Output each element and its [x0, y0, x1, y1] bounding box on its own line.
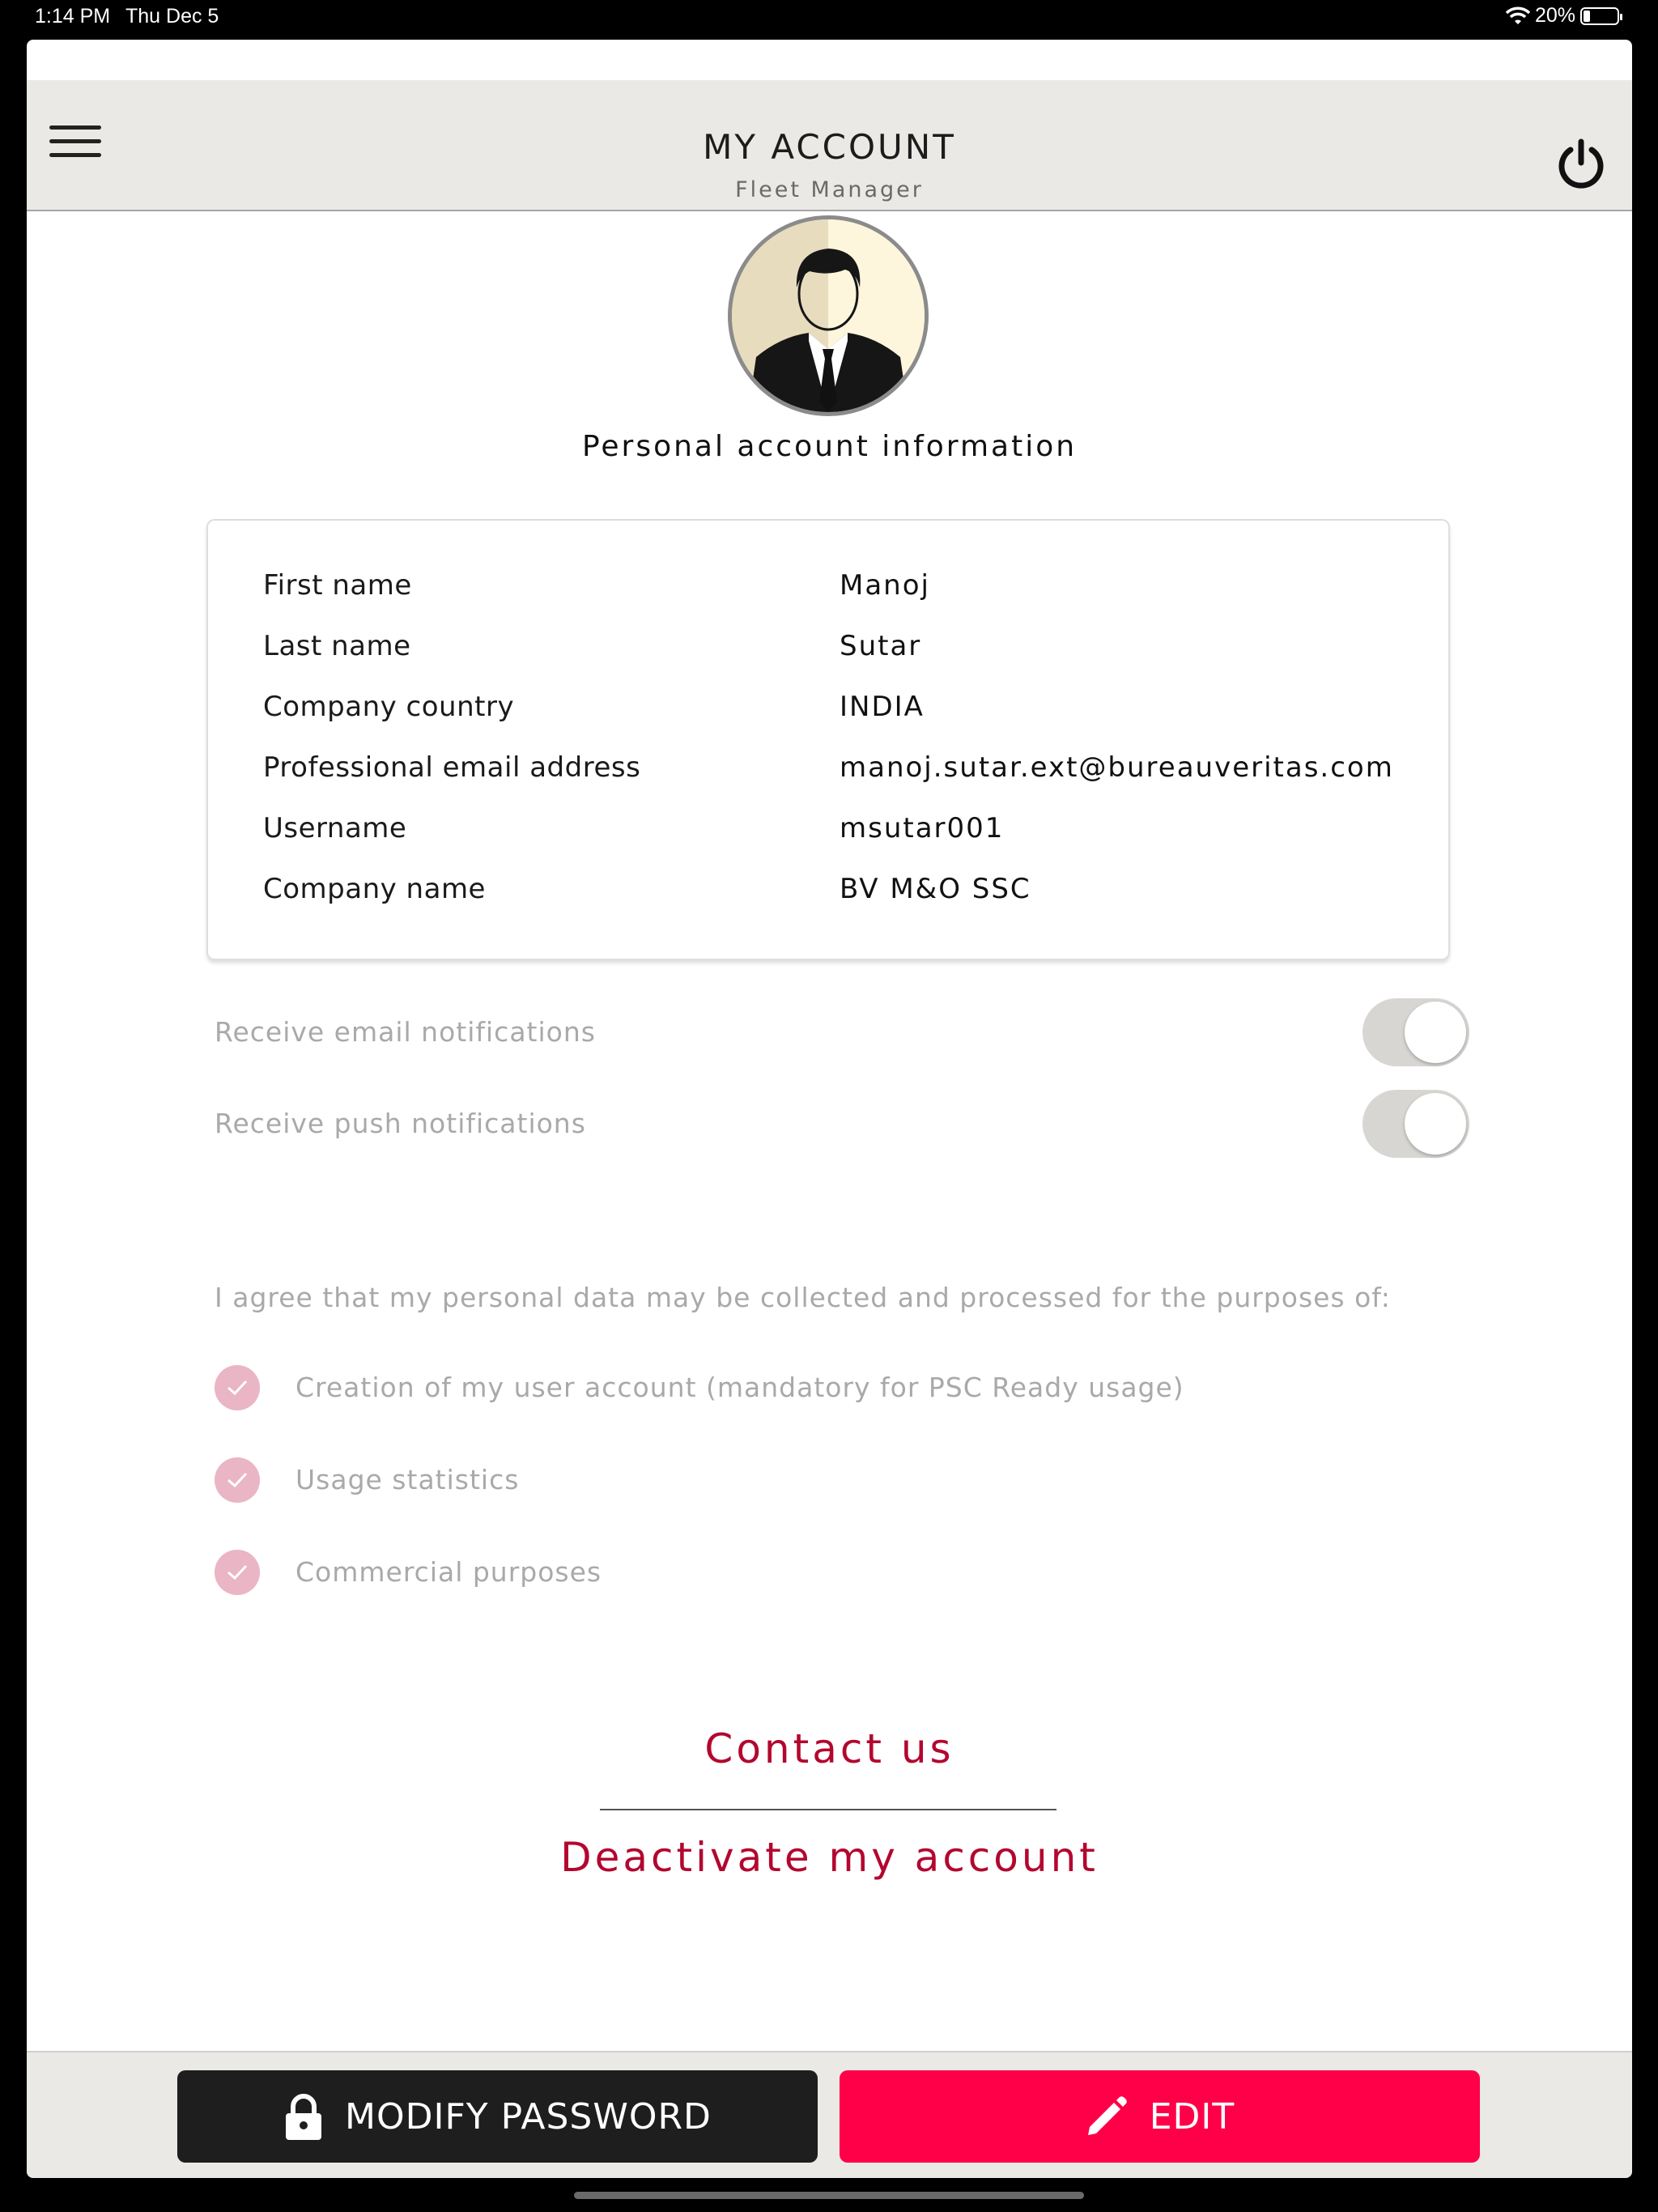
user-avatar-icon [732, 219, 925, 412]
consent-label: Usage statistics [295, 1464, 520, 1495]
push-notifications-row [215, 1090, 1469, 1163]
info-label: Company country [263, 691, 515, 723]
info-label: Last name [263, 630, 411, 662]
info-value: INDIA [840, 691, 925, 723]
app-window [27, 40, 1632, 2178]
home-indicator[interactable] [574, 2192, 1084, 2199]
section-title: Personal account information [581, 430, 1078, 463]
info-value: BV M&O SSC [840, 873, 1031, 905]
info-label: Company name [263, 873, 486, 905]
consent-intro: I agree that my personal data may be collected and processed for the purposes of: [215, 1282, 1391, 1313]
consent-item-usage-statistics [215, 1457, 1348, 1506]
pencil-icon [1085, 2095, 1129, 2138]
modify-password-label: MODIFY PASSWORD [345, 2095, 712, 2138]
checkmark-icon[interactable] [215, 1457, 260, 1503]
consent-label: Creation of my user account (mandatory for PSC Ready usage) [295, 1372, 1184, 1403]
status-date: Thu Dec 5 [125, 5, 219, 28]
checkmark-icon[interactable] [215, 1550, 260, 1595]
info-row-last-name [208, 630, 1448, 678]
battery-icon [1580, 7, 1619, 25]
status-bar [0, 0, 1658, 37]
deactivate-account-link[interactable]: Deactivate my account [560, 1834, 1099, 1881]
info-value: manoj.sutar.ext@bureauveritas.com [840, 751, 1394, 784]
edit-label: EDIT [1149, 2095, 1235, 2138]
edit-button[interactable] [840, 2070, 1480, 2163]
info-row-email [208, 751, 1448, 800]
info-label: First name [263, 569, 412, 602]
email-notifications-row [215, 998, 1469, 1071]
contact-us-link[interactable]: Contact us [704, 1725, 954, 1772]
consent-item-commercial-purposes [215, 1550, 1348, 1598]
lock-icon [283, 2093, 324, 2140]
info-value: Manoj [840, 569, 930, 602]
info-row-company-country [208, 691, 1448, 739]
info-value: msutar001 [840, 812, 1005, 844]
avatar [728, 215, 929, 416]
info-row-company-name [208, 873, 1448, 921]
header-bar [27, 80, 1632, 211]
info-label: Username [263, 812, 407, 844]
checkmark-icon[interactable] [215, 1365, 260, 1410]
info-row-first-name [208, 569, 1448, 618]
wifi-icon [1506, 6, 1530, 26]
info-row-username [208, 812, 1448, 861]
battery-percent: 20% [1534, 4, 1575, 27]
power-icon[interactable] [1554, 137, 1608, 190]
email-notifications-toggle[interactable] [1363, 998, 1469, 1066]
email-notifications-label: Receive email notifications [215, 1016, 596, 1048]
info-label: Professional email address [263, 751, 641, 784]
footer-bar [27, 2051, 1632, 2178]
consent-item-account-creation [215, 1365, 1348, 1414]
divider [600, 1809, 1056, 1810]
account-info-card [206, 519, 1450, 960]
page-subtitle: Fleet Manager [735, 177, 924, 202]
modify-password-button[interactable] [177, 2070, 818, 2163]
info-value: Sutar [840, 630, 922, 662]
consent-label: Commercial purposes [295, 1556, 602, 1588]
page-title: MY ACCOUNT [703, 127, 956, 167]
push-notifications-label: Receive push notifications [215, 1108, 586, 1139]
status-time: 1:14 PM [35, 5, 111, 28]
push-notifications-toggle[interactable] [1363, 1090, 1469, 1158]
status-right [1506, 4, 1619, 28]
